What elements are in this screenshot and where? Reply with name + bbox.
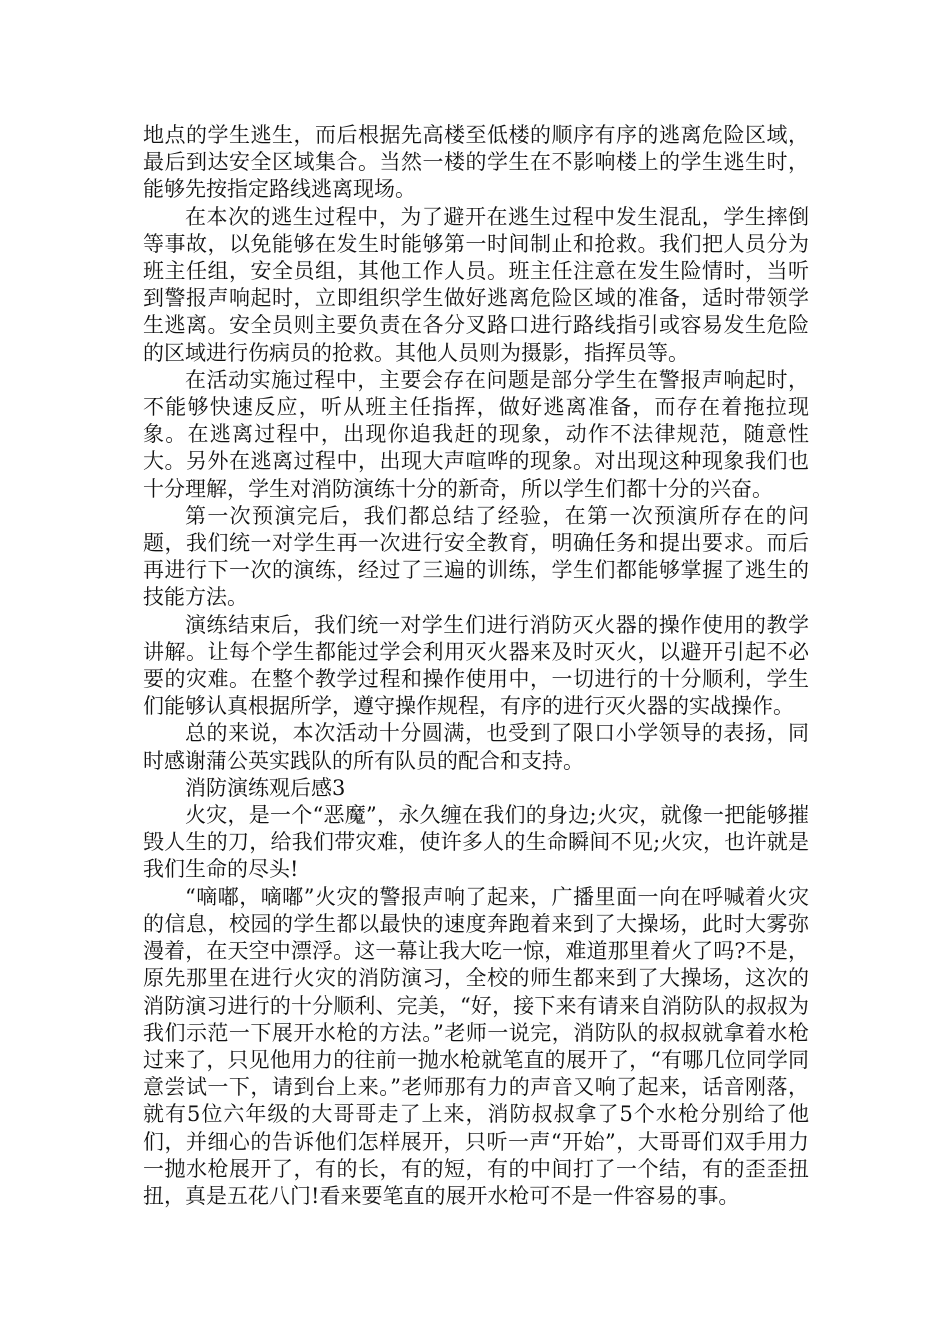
paragraph-escape-process: 在本次的逃生过程中，为了避开在逃生过程中发生混乱，学生摔倒等事故，以免能够在发生时能够第一时间制止和抢救。我们把人员分为班主任组，安全员组，其他工作人员。班主任注意在发生险情时，当听到警报声响起时，立即组织学生做好逃离危险区域的准备，适时带领学生逃离。安全员则主要负责在各分叉路口进行路线指引或容易发生危险的区域进行伤病员的抢救。其他人员则为摄影，指挥员等。 bbox=[143, 204, 809, 365]
paragraph-first-rehearsal: 第一次预演完后，我们都总结了经验，在第一次预演所存在的问题，我们统一对学生再一次进行安全教育，明确任务和提出要求。而后再进行下一次的演练，经过了三遍的训练，学生们都能够掌握了逃生的技能方法。 bbox=[143, 503, 809, 610]
paragraph-fire-intro: 火灾，是一个“恶魔”，永久缠在我们的身边;火灾，就像一把能够摧毁人生的刀，给我们带灾难，使许多人的生命瞬间不见;火灾，也许就是我们生命的尽头! bbox=[143, 803, 809, 882]
paragraph-problems: 在活动实施过程中，主要会存在问题是部分学生在警报声响起时，不能够快速反应，听从班主任指挥，做好逃离准备，而存在着拖拉现象。在逃离过程中，出现你追我赶的现象，动作不法律规范，随意性大。另外在逃离过程中，出现大声喧哗的现象。对出现这种现象我们也十分理解，学生对消防演练十分的新奇，所以学生们都十分的兴奋。 bbox=[143, 367, 809, 501]
section-title: 消防演练观后感3 bbox=[185, 775, 346, 800]
paragraph-continued: 地点的学生逃生，而后根据先高楼至低楼的顺序有序的逃离危险区域，最后到达安全区域集合。当然一楼的学生在不影响楼上的学生逃生时，能够先按指定路线逃离现场。 bbox=[143, 123, 809, 202]
paragraph-summary: 总的来说，本次活动十分圆满，也受到了限口小学领导的表扬，同时感谢蒲公英实践队的所有队员的配合和支持。 bbox=[143, 721, 809, 773]
paragraph-extinguisher-training: 演练结束后，我们统一对学生们进行消防灭火器的操作使用的教学讲解。让每个学生都能过学会利用灭火器来及时灭火，以避开引起不必要的灾难。在整个教学过程和操作使用中，一切进行的十分顺利，学生们能够认真根据所学，遵守操作规程，有序的进行灭火器的实战操作。 bbox=[143, 612, 809, 719]
paragraph-fire-drill-story: “嘀嘟，嘀嘟”火灾的警报声响了起来，广播里面一向在呼喊着火灾的信息，校园的学生都以最快的速度奔跑着来到了大操场，此时大雾弥漫着，在天空中漂浮。这一幕让我大吃一惊，难道那里着火了吗?不是，原先那里在进行火灾的消防演习，全校的师生都来到了大操场，这次的消防演习进行的十分顺利、完美，“好，接下来有请来自消防队的叔叔为我们示范一下展开水枪的方法。”老师一说完，消防队的叔叔就拿着水枪过来了，只见他用力的往前一抛水枪就笔直的展开了，“有哪几位同学同意尝试一下，请到台上来。”老师那有力的声音又响了起来，话音刚落，就有5位六年级的大哥哥走了上来，消防叔叔拿了5个水枪分别给了他们，并细心的告诉他们怎样展开，只听一声“开始”，大哥哥们双手用力一抛水枪展开了，有的长，有的短，有的中间打了一个结，有的歪歪扭扭，真是五花八门!看来要笔直的展开水枪可不是一件容易的事。 bbox=[143, 884, 809, 1208]
document-page bbox=[143, 122, 809, 1210]
